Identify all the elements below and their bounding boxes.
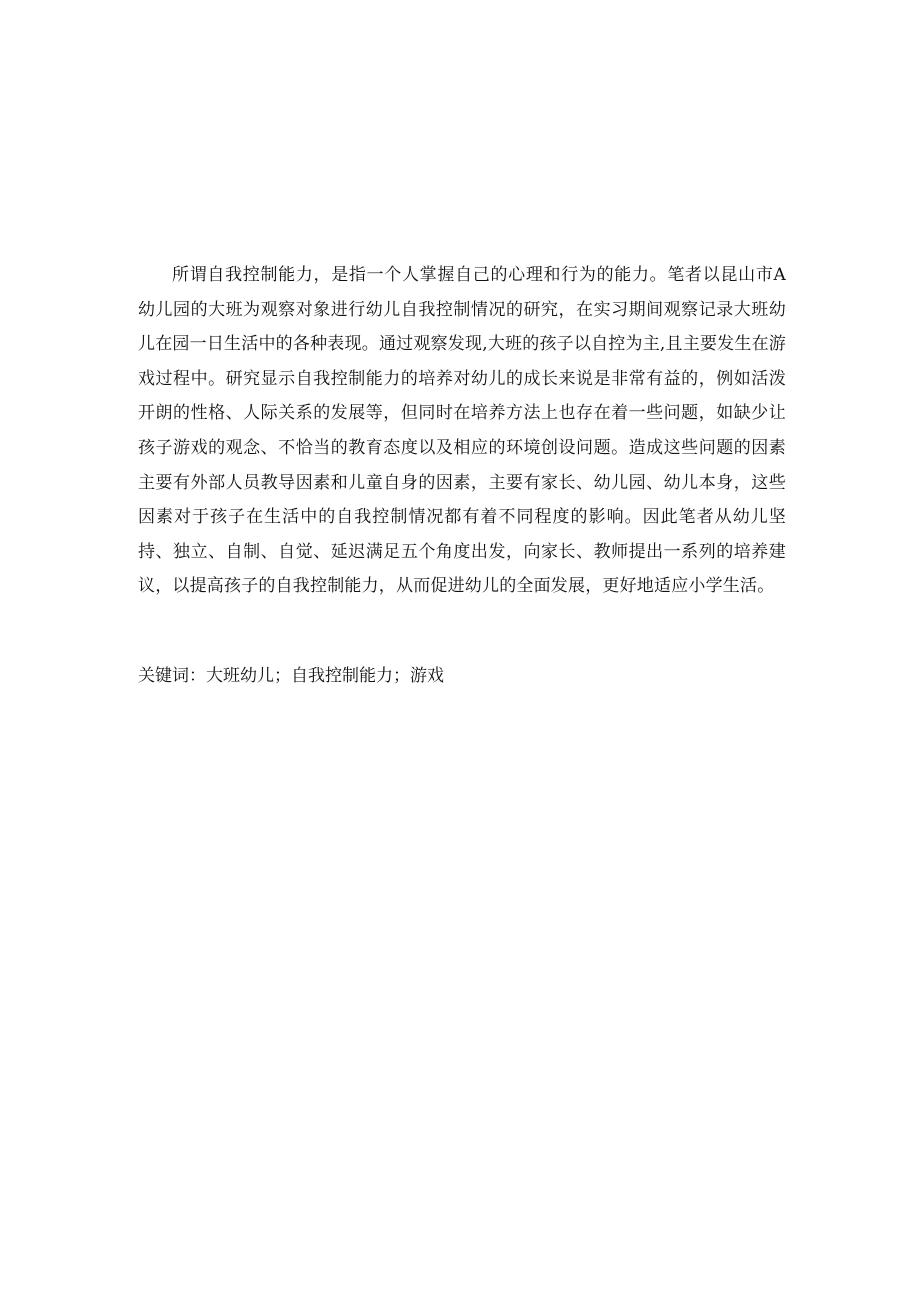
keywords-line: 关键词：大班幼儿；自我控制能力；游戏 xyxy=(138,666,444,686)
abstract-paragraph: 所谓自我控制能力，是指一个人掌握自己的心理和行为的能力。笔者以昆山市A幼儿园的大班为观察对象进行幼儿自我控制情况的研究，在实习期间观察记录大班幼儿在园一日生活中的各种表现。通过观察发现,大班的孩子以自控为主,且主要发生在游戏过程中。研究显示自我控制能力的培养对幼儿的成长来说是非常有益的，例如活泼开朗的性格、人际关系的发展等，但同时在培养方法上也存在着一些问题，如缺少让孩子游戏的观念、不恰当的教育态度以及相应的环境创设问题。造成这些问题的因素主要有外部人员教导因素和儿童自身的因素，主要有家长、幼儿园、幼儿本身，这些因素对于孩子在生活中的自我控制情况都有着不同程度的影响。因此笔者从幼儿坚持、独立、自制、自觉、延迟满足五个角度出发，向家长、教师提出一系列的培养建议，以提高孩子的自我控制能力，从而促进幼儿的全面发展，更好地适应小学生活。 xyxy=(138,265,786,597)
